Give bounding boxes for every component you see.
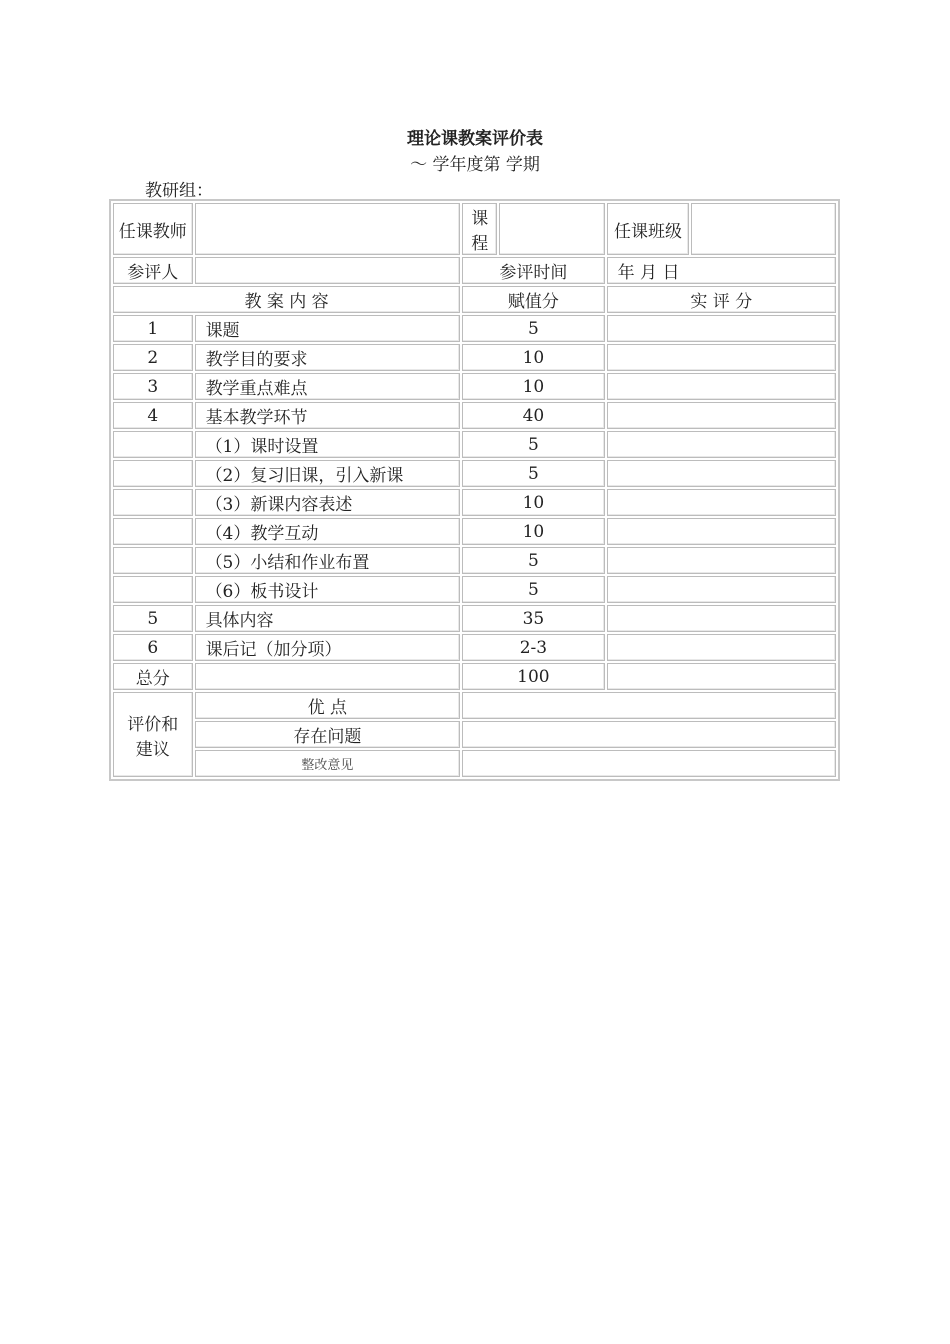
item-name: 课题	[195, 315, 461, 342]
column-header-row	[113, 286, 836, 313]
table-row	[113, 576, 836, 603]
item-score-field[interactable]	[607, 634, 836, 661]
item-number: 6	[113, 634, 193, 661]
item-points: 10	[462, 518, 605, 545]
item-number: 3	[113, 373, 193, 400]
total-blank	[195, 663, 461, 690]
item-score-field[interactable]	[607, 402, 836, 429]
course-field[interactable]	[499, 203, 604, 255]
table-row	[113, 605, 836, 632]
item-number: 5	[113, 605, 193, 632]
reviewer-row	[113, 257, 836, 284]
table-row	[113, 373, 836, 400]
actual-header: 实 评 分	[607, 286, 836, 313]
item-name: 教学目的要求	[195, 344, 461, 371]
evaluation-label: 评价和建议	[113, 692, 193, 777]
item-score-field[interactable]	[607, 547, 836, 574]
table-row	[113, 489, 836, 516]
evaluation-row-problems	[113, 721, 836, 748]
item-name: （2）复习旧课，引入新课	[195, 460, 461, 487]
evaluation-row-strengths	[113, 692, 836, 719]
class-field[interactable]	[691, 203, 836, 255]
item-points: 5	[462, 460, 605, 487]
reviewer-label: 参评人	[113, 257, 193, 284]
item-score-field[interactable]	[607, 518, 836, 545]
total-score-field[interactable]	[607, 663, 836, 690]
item-score-field[interactable]	[607, 576, 836, 603]
total-label: 总分	[113, 663, 193, 690]
table-row	[113, 431, 836, 458]
table-row	[113, 315, 836, 342]
teacher-label: 任课教师	[113, 203, 193, 255]
table-row	[113, 547, 836, 574]
teacher-row	[113, 203, 836, 255]
item-name: 基本教学环节	[195, 402, 461, 429]
item-number: 2	[113, 344, 193, 371]
item-number: 4	[113, 402, 193, 429]
table-row	[113, 344, 836, 371]
item-score-field[interactable]	[607, 431, 836, 458]
table-row	[113, 518, 836, 545]
item-score-field[interactable]	[607, 489, 836, 516]
item-name: 课后记（加分项）	[195, 634, 461, 661]
page-title: 理论课教案评价表	[407, 129, 543, 149]
item-number	[113, 518, 193, 545]
item-points: 10	[462, 373, 605, 400]
review-time-label: 参评时间	[462, 257, 605, 284]
item-name: （6）板书设计	[195, 576, 461, 603]
item-number	[113, 576, 193, 603]
item-number	[113, 489, 193, 516]
evaluation-row-improvements	[113, 750, 836, 777]
item-points: 2-3	[462, 634, 605, 661]
item-score-field[interactable]	[607, 373, 836, 400]
table-row	[113, 460, 836, 487]
improvements-field[interactable]	[462, 750, 836, 777]
item-points: 40	[462, 402, 605, 429]
review-time-field[interactable]: 年 月 日	[607, 257, 836, 284]
item-points: 5	[462, 576, 605, 603]
item-points: 10	[462, 344, 605, 371]
item-score-field[interactable]	[607, 315, 836, 342]
improvements-label: 整改意见	[195, 750, 461, 777]
item-number: 1	[113, 315, 193, 342]
item-score-field[interactable]	[607, 344, 836, 371]
item-score-field[interactable]	[607, 460, 836, 487]
course-label: 课程	[462, 203, 497, 255]
item-name: （4）教学互动	[195, 518, 461, 545]
group-label: 教研组：	[145, 181, 213, 201]
item-name: 教学重点难点	[195, 373, 461, 400]
item-points: 5	[462, 547, 605, 574]
item-points: 35	[462, 605, 605, 632]
item-number	[113, 431, 193, 458]
item-number	[113, 547, 193, 574]
item-points: 5	[462, 315, 605, 342]
item-points: 5	[462, 431, 605, 458]
teacher-field[interactable]	[195, 203, 461, 255]
item-score-field[interactable]	[607, 605, 836, 632]
table-row	[113, 634, 836, 661]
item-number	[113, 460, 193, 487]
strengths-field[interactable]	[462, 692, 836, 719]
item-name: （1）课时设置	[195, 431, 461, 458]
strengths-label: 优 点	[195, 692, 461, 719]
item-name: 具体内容	[195, 605, 461, 632]
item-name: （5）小结和作业布置	[195, 547, 461, 574]
item-name: （3）新课内容表述	[195, 489, 461, 516]
page-subtitle: ～ 学年度第 学期	[410, 155, 540, 175]
content-header: 教 案 内 容	[113, 286, 460, 313]
total-row	[113, 663, 836, 690]
problems-label: 存在问题	[195, 721, 461, 748]
total-points: 100	[462, 663, 605, 690]
points-header: 赋值分	[462, 286, 605, 313]
class-label: 任课班级	[607, 203, 690, 255]
evaluation-table	[109, 199, 840, 781]
problems-field[interactable]	[462, 721, 836, 748]
table-row	[113, 402, 836, 429]
reviewer-field[interactable]	[195, 257, 461, 284]
item-points: 10	[462, 489, 605, 516]
